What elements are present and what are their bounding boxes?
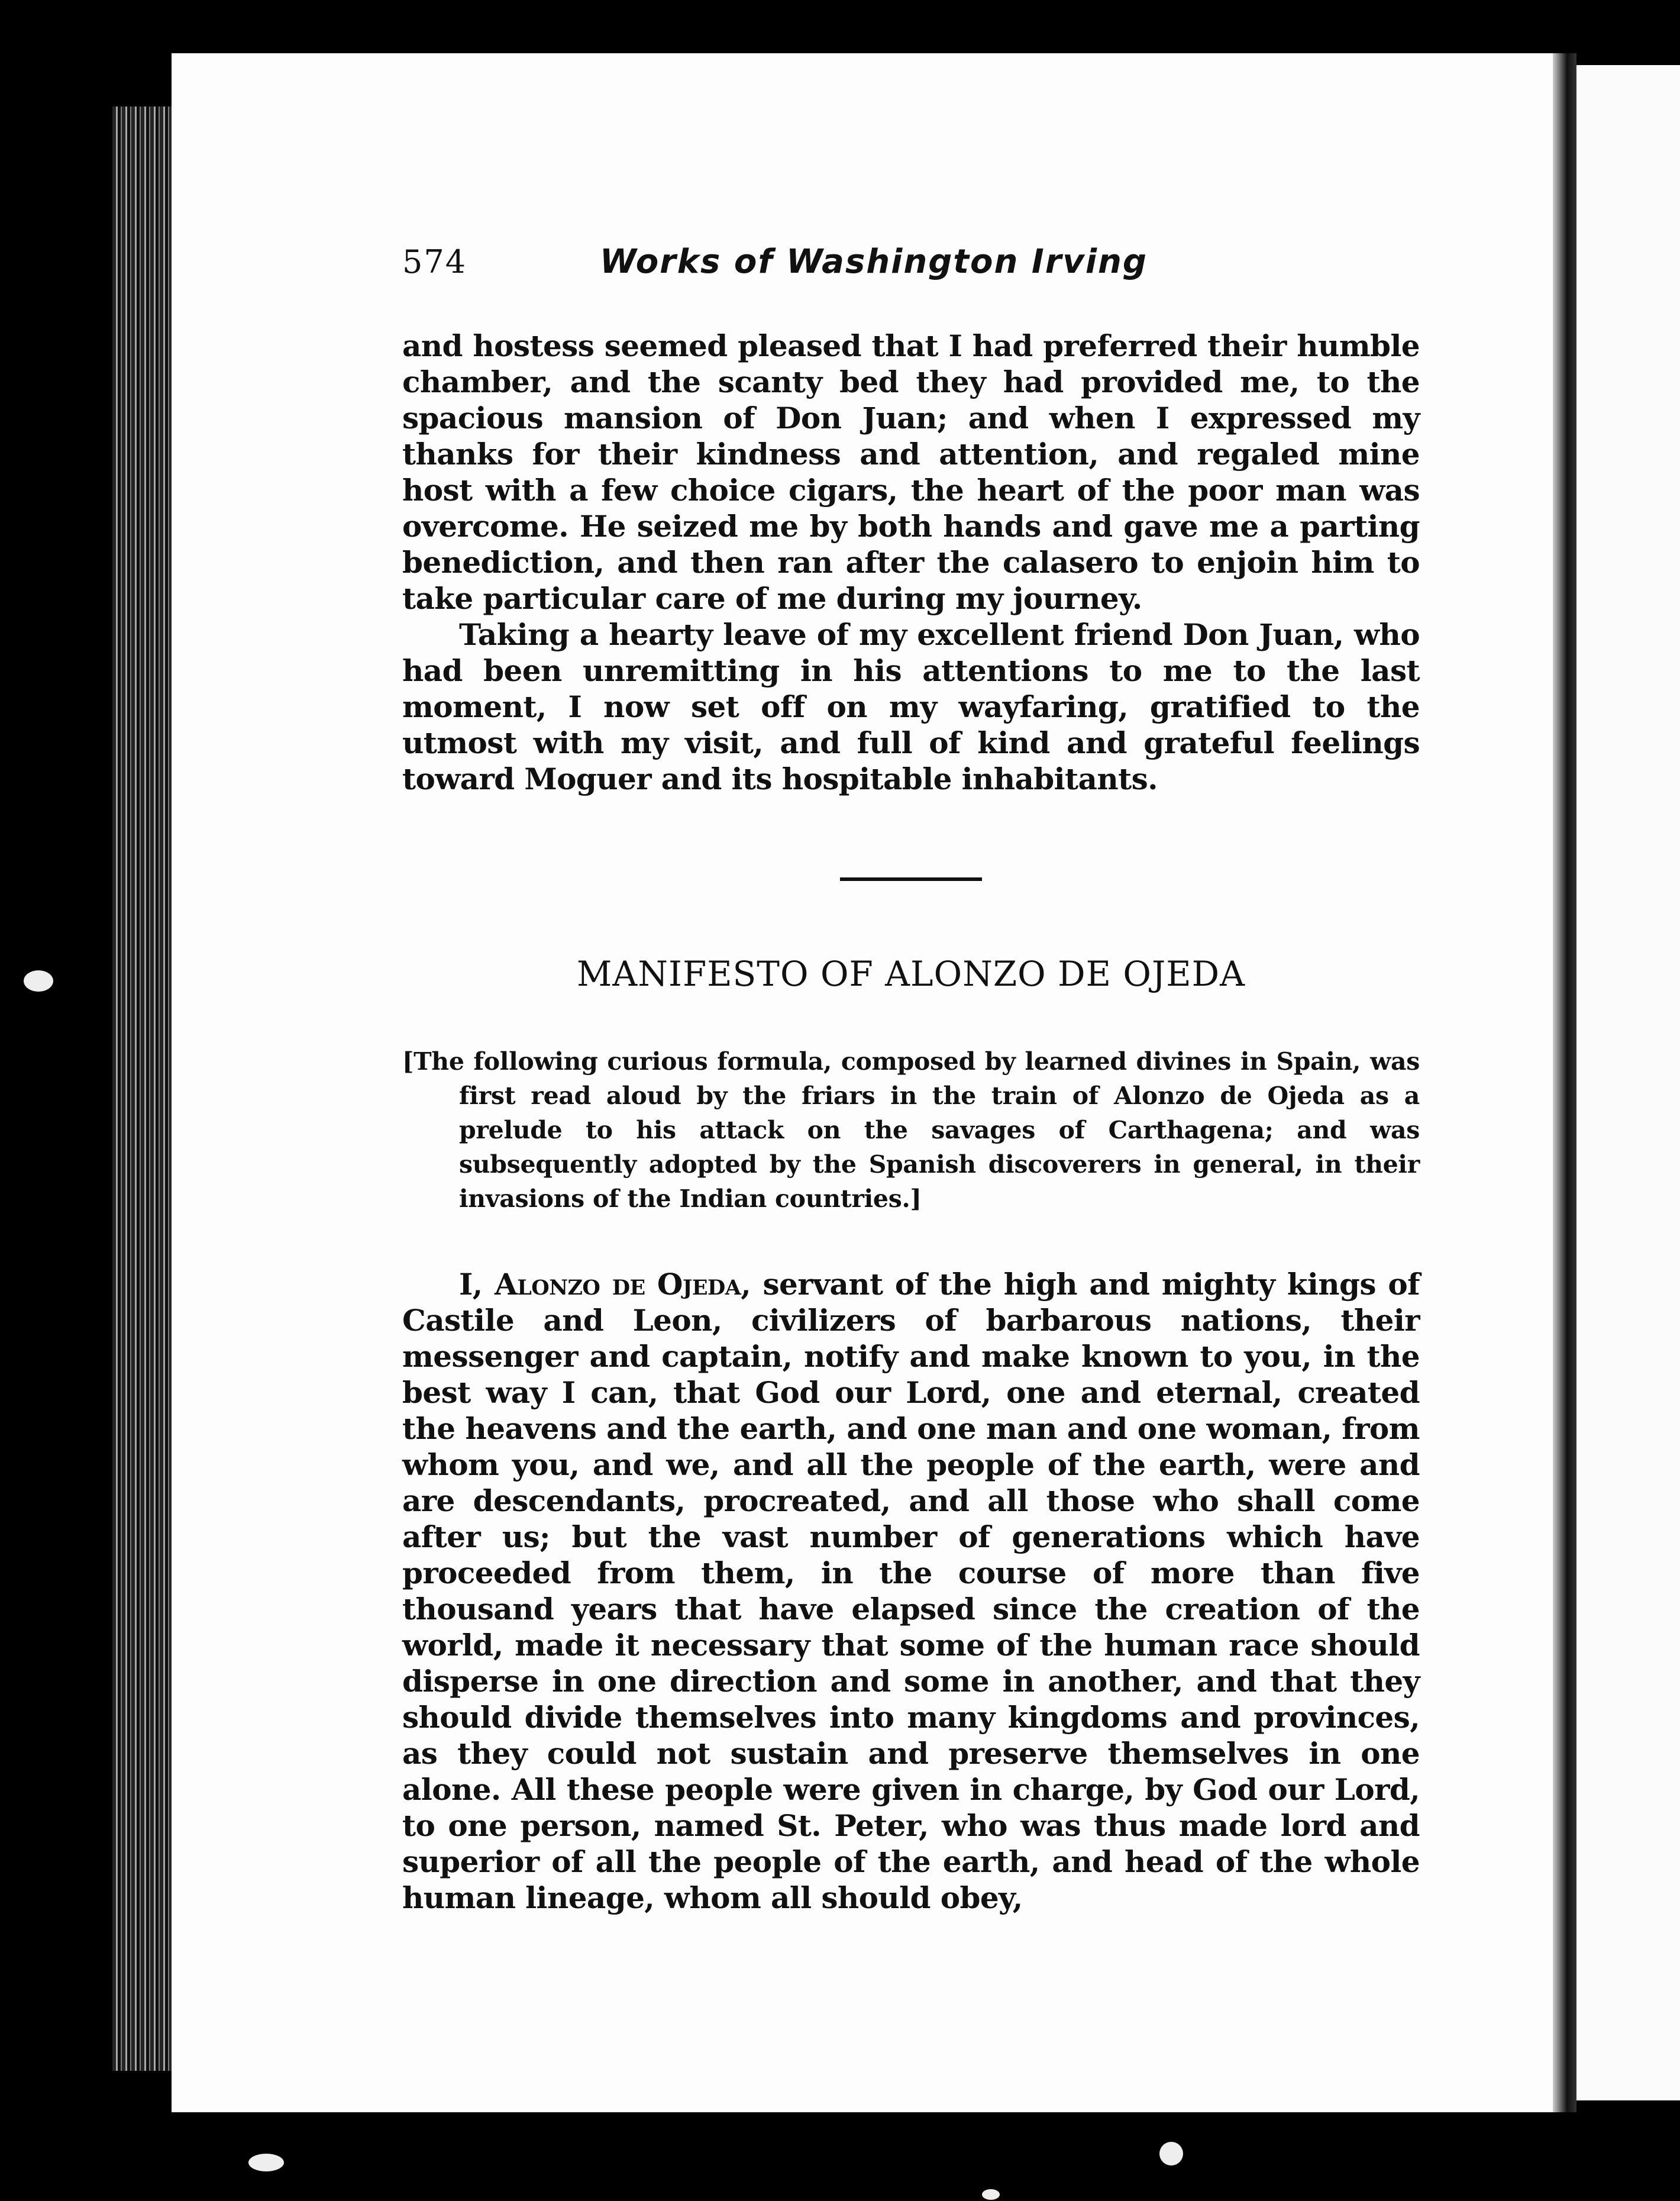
page-edge-stack xyxy=(112,106,177,2071)
scan-speck xyxy=(248,2154,284,2171)
scan-speck xyxy=(982,2189,1000,2200)
running-head xyxy=(402,243,1148,296)
gutter-shadow xyxy=(1553,53,1576,2112)
page-number: 574 xyxy=(402,243,467,280)
opening-pronoun: I, xyxy=(459,1267,495,1302)
section-headnote: [The following curious formula, composed by learned divines in Spain, was first read aloud by the friars in the train of Alonzo de Ojeda as a prelude to his attack on the savages of Carthagena; and was subsequently adopted by the Spanish discoverers in general, in their invasions of the Indian countries.] xyxy=(402,1047,1420,1213)
manifesto-text: , servant of the high and mighty kings of Castile and Leon, civilizers of barbarous nations, their messenger and captain, notify and make known to you, in the best way I can, that God our Lord, one and eternal, created the heavens and the earth, and one man and one woman, from whom you, and we, and all the people of the earth, were and are descendants, procreated, and all those who shall come after us; but the vast number of generations which have proceeded from them, in the course of more than five thousand years that have elapsed since the creation of the world, made it necessary that some of the human race should disperse in one direction and some in another, and that they should divide themselves into many kingdoms and provinces, as they could not sustain and preserve themselves in one alone. All these people were given in charge, by God our Lord, to one person, named St. Peter, who was thus made lord and superior of all the people of the earth, and head of the whole human lineage, whom all should obey, xyxy=(402,1267,1420,1915)
section-title: MANIFESTO OF ALONZO DE OJEDA xyxy=(577,954,1245,994)
scan-speck xyxy=(1159,2142,1183,2166)
body-paragraph-continued: and hostess seemed pleased that I had preferred their humble chamber, and the scanty bed they had provided me, to the spacious mansion of Don Juan; and when I expressed my thanks for their kindness and attention, and regaled mine host with a few choice cigars, the heart of the poor man was overcome. He seized me by both hands and gave me a parting benediction, and then ran after the calasero to enjoin him to take particular care of me during my journey. xyxy=(402,328,1420,616)
opening-name: Alonzo de Ojeda xyxy=(495,1267,741,1302)
running-head-title: Works of Washington Irving xyxy=(599,243,1148,281)
scan-speck xyxy=(24,970,53,992)
section-divider-rule xyxy=(840,877,982,881)
facing-page-edge xyxy=(1574,65,1680,2100)
manifesto-paragraph xyxy=(402,1266,1420,1916)
body-paragraph: Taking a hearty leave of my excellent friend Don Juan, who had been unremitting in his attentions to me to the last moment, I now set off on my wayfaring, gratified to the utmost with my visit, and full of kind and grateful feelings toward Moguer and its hospitable inhabitants. xyxy=(402,617,1420,796)
